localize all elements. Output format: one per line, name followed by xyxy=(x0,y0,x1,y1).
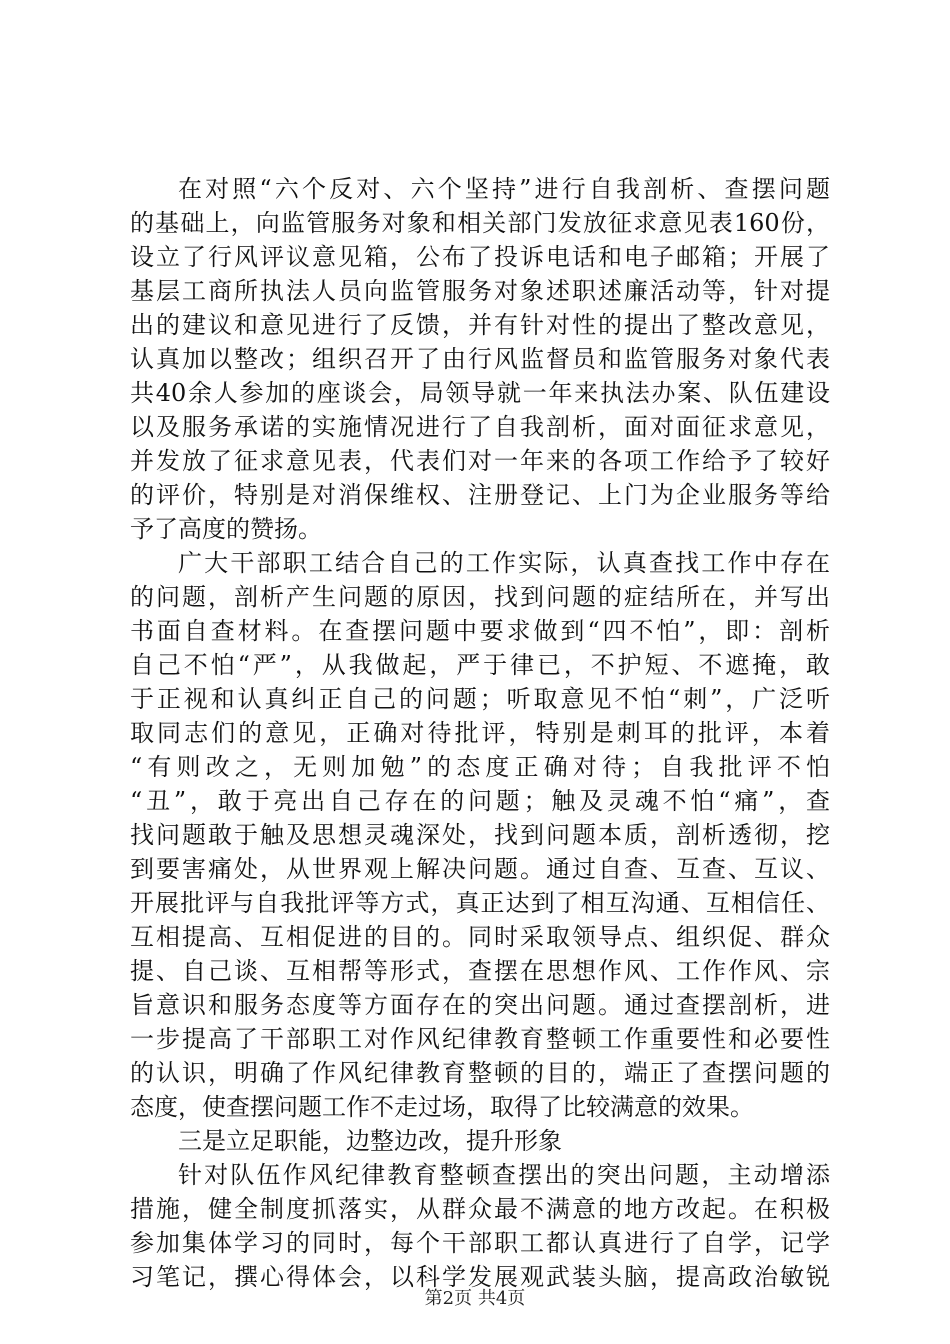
paragraph-line: “丑”，敢于亮出自己存在的问题；触及灵魂不怕“痛”，查 xyxy=(130,787,830,815)
paragraph-line: 并发放了征求意见表，代表们对一年来的各项工作给予了较好 xyxy=(130,447,830,475)
paragraph-line: “有则改之，无则加勉”的态度正确对待；自我批评不怕 xyxy=(130,753,830,781)
body-text xyxy=(130,172,830,1294)
paragraph-line: 取同志们的意见，正确对待批评，特别是刺耳的批评，本着 xyxy=(130,719,830,747)
paragraph-line: 认真加以整改；组织召开了由行风监督员和监管服务对象代表 xyxy=(130,345,830,373)
paragraph-line: 针对队伍作风纪律教育整顿查摆出的突出问题，主动增添 xyxy=(178,1161,830,1189)
section-heading: 三是立足职能，边整边改，提升形象 xyxy=(178,1127,562,1155)
paragraph-line: 基层工商所执法人员向监管服务对象述职述廉活动等，针对提 xyxy=(130,277,830,305)
paragraph-line: 互相提高、互相促进的目的。同时采取领导点、组织促、群众 xyxy=(130,923,830,951)
paragraph-line: 的评价，特别是对消保维权、注册登记、上门为企业服务等给 xyxy=(130,481,830,509)
paragraph-line: 开展批评与自我批评等方式，真正达到了相互沟通、互相信任、 xyxy=(130,889,830,917)
paragraph-line: 广大干部职工结合自己的工作实际，认真查找工作中存在 xyxy=(178,549,830,577)
paragraph-line: 自己不怕“严”，从我做起，严于律已，不护短、不遮掩，敢 xyxy=(130,651,830,679)
paragraph-line: 于正视和认真纠正自己的问题；听取意见不怕“刺”，广泛听 xyxy=(130,685,830,713)
paragraph-line: 在对照“六个反对、六个坚持”进行自我剖析、查摆问题 xyxy=(178,175,830,203)
paragraph-line: 的基础上，向监管服务对象和相关部门发放征求意见表160份， xyxy=(130,209,830,237)
paragraph-line: 到要害痛处，从世界观上解决问题。通过自查、互查、互议、 xyxy=(130,855,830,883)
paragraph-line: 予了高度的赞扬。 xyxy=(130,515,322,543)
paragraph-line: 参加集体学习的同时，每个干部职工都认真进行了自学，记学 xyxy=(130,1229,830,1257)
paragraph-line: 的认识，明确了作风纪律教育整顿的目的，端正了查摆问题的 xyxy=(130,1059,830,1087)
paragraph-line: 出的建议和意见进行了反馈，并有针对性的提出了整改意见， xyxy=(130,311,830,339)
paragraph-line: 以及服务承诺的实施情况进行了自我剖析，面对面征求意见， xyxy=(130,413,830,441)
paragraph-line: 设立了行风评议意见箱，公布了投诉电话和电子邮箱；开展了 xyxy=(130,243,830,271)
paragraph-line: 旨意识和服务态度等方面存在的突出问题。通过查摆剖析，进 xyxy=(130,991,830,1019)
paragraph-line: 书面自查材料。在查摆问题中要求做到“四不怕”，即：剖析 xyxy=(130,617,830,645)
paragraph-line: 提、自己谈、互相帮等形式，查摆在思想作风、工作作风、宗 xyxy=(130,957,830,985)
paragraph-line: 措施，健全制度抓落实，从群众最不满意的地方改起。在积极 xyxy=(130,1195,830,1223)
paragraph-line: 一步提高了干部职工对作风纪律教育整顿工作重要性和必要性 xyxy=(130,1025,830,1053)
paragraph-line: 的问题，剖析产生问题的原因，找到问题的症结所在，并写出 xyxy=(130,583,830,611)
paragraph-line: 共40余人参加的座谈会，局领导就一年来执法办案、队伍建设 xyxy=(130,379,830,407)
paragraph-line: 态度，使查摆问题工作不走过场，取得了比较满意的效果。 xyxy=(130,1093,754,1121)
page-number: 第2页 共4页 xyxy=(424,1288,526,1309)
paragraph-line: 找问题敢于触及思想灵魂深处，找到问题本质，剖析透彻，挖 xyxy=(130,821,830,849)
paragraph-line: 习笔记，撰心得体会，以科学发展观武装头脑，提高政治敏锐 xyxy=(130,1263,830,1291)
